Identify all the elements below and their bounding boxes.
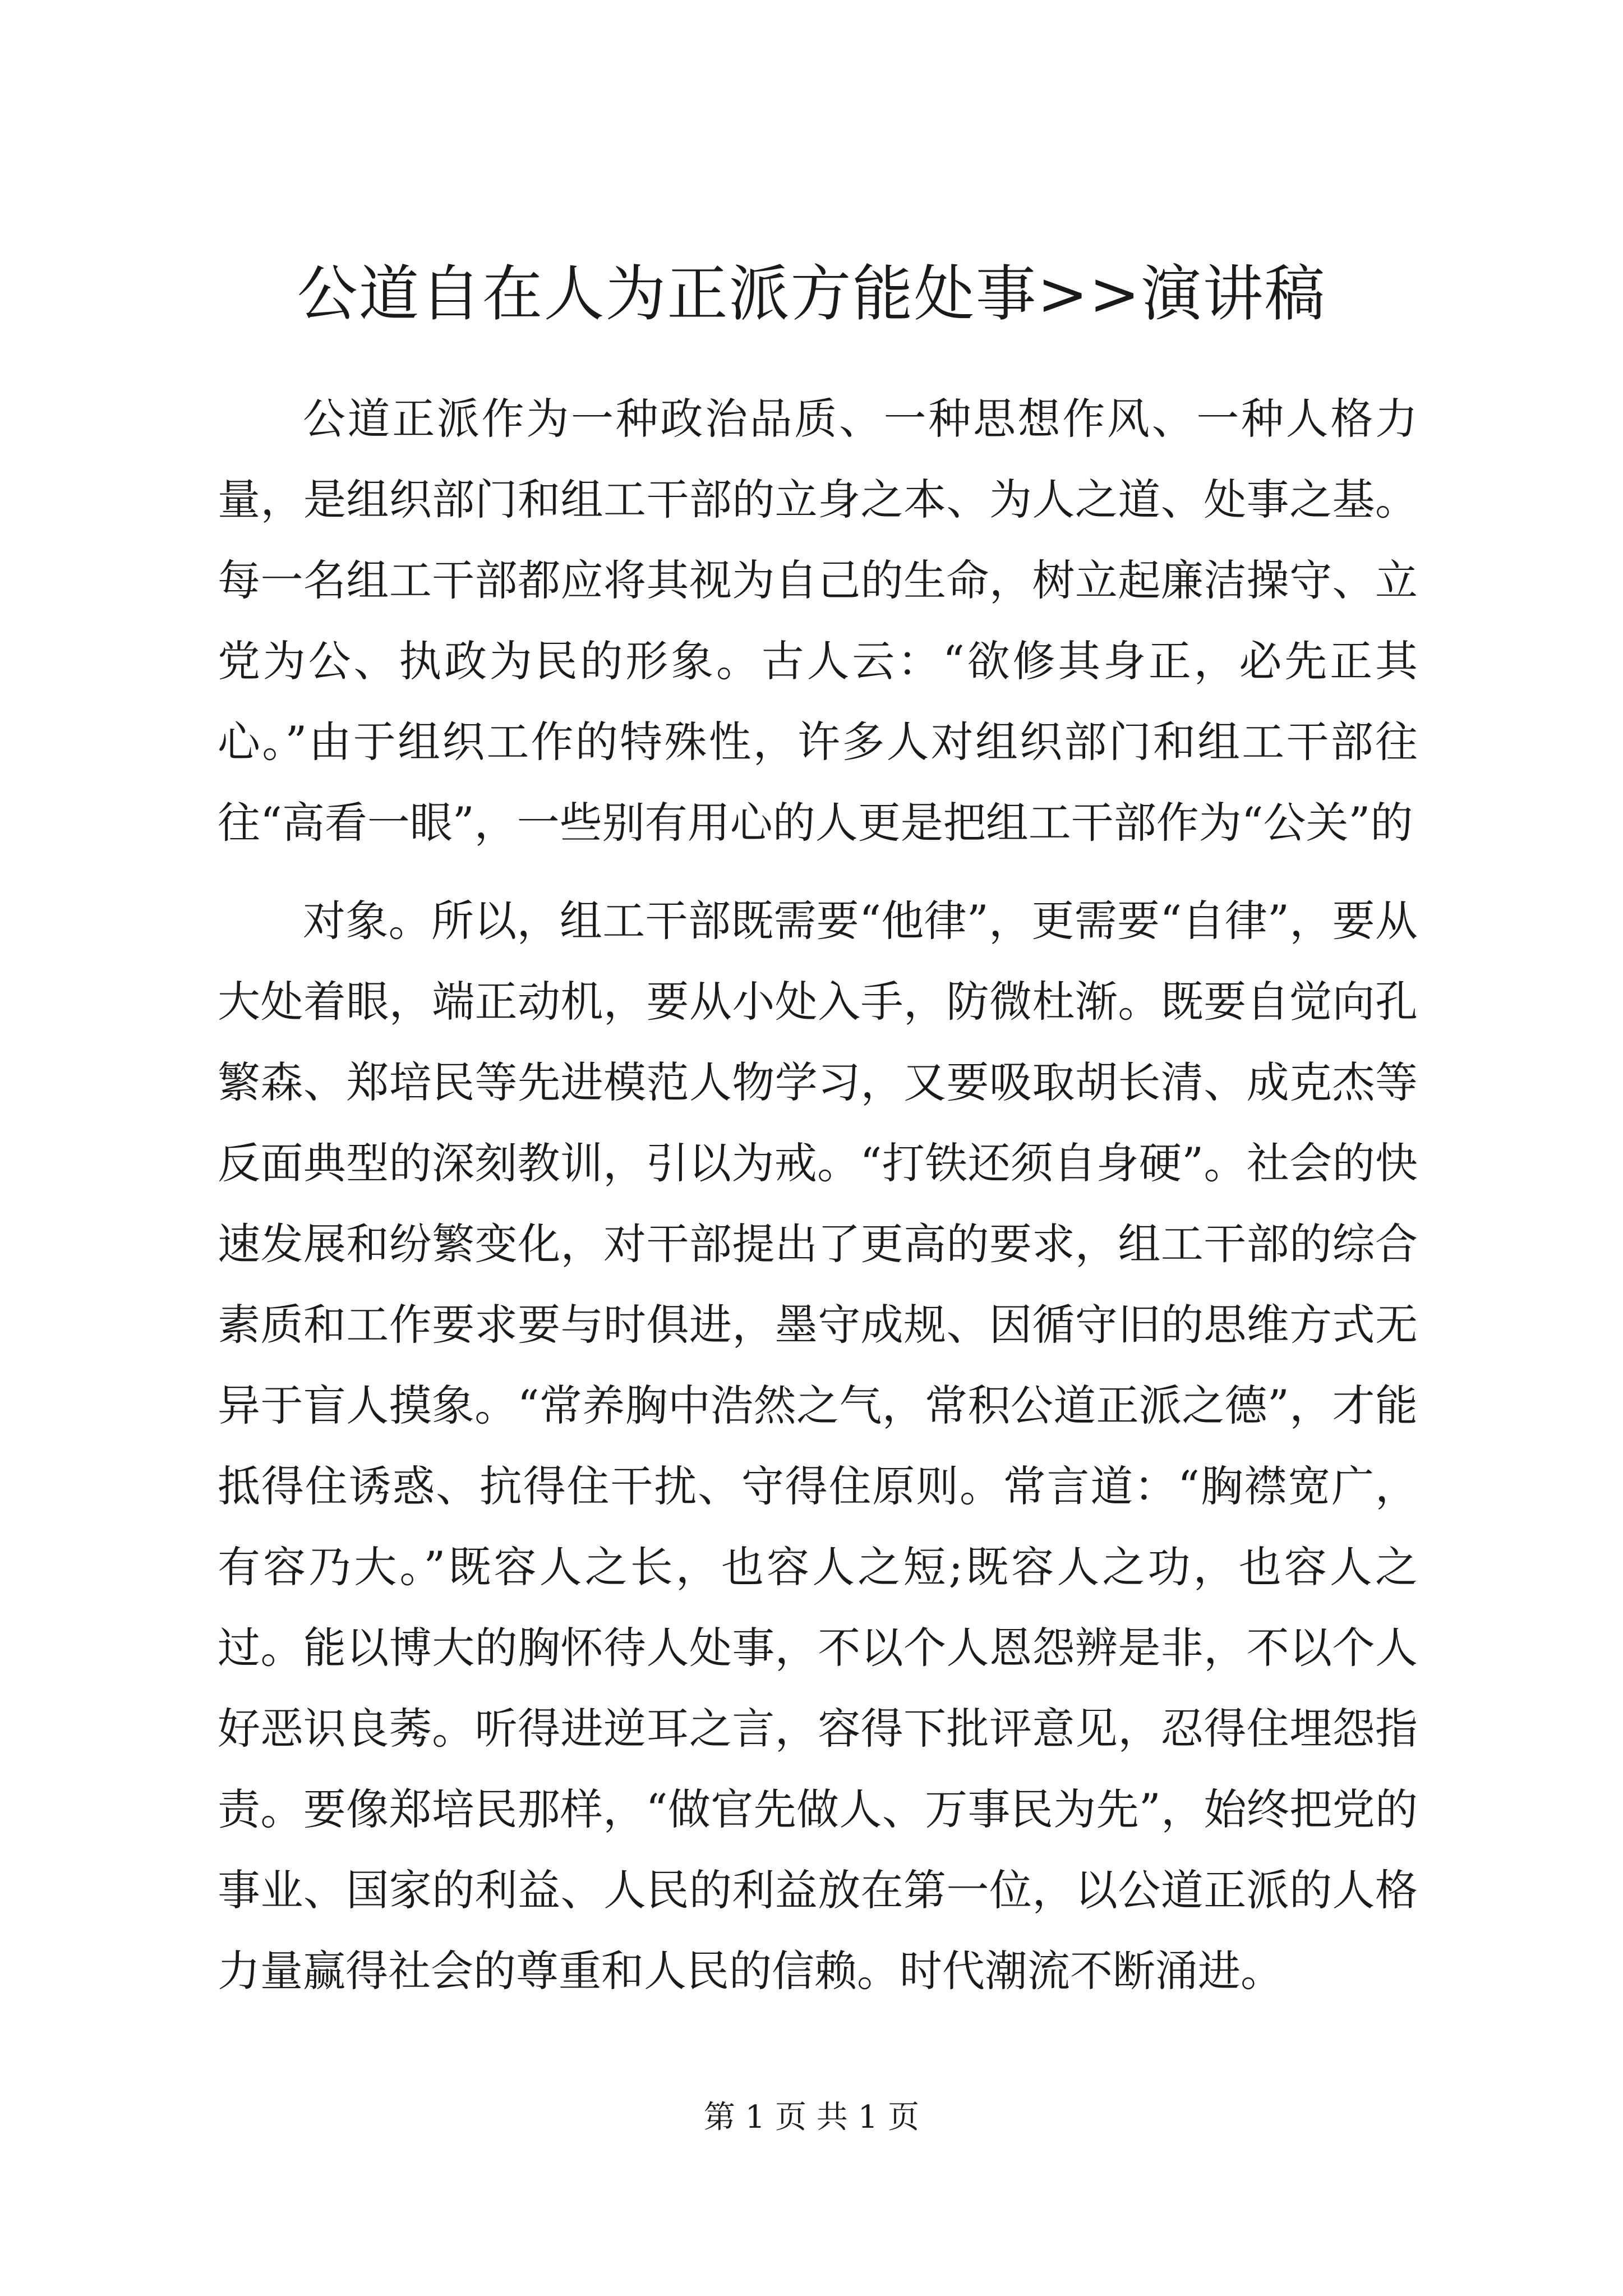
page-footer: 第 1 页 共 1 页	[703, 2099, 920, 2136]
paragraph-2: 对象。所以，组工干部既需要“他律”，更需要“自律”，要从大处着眼，端正动机，要从小处入手，防微杜渐。既要自觉向孔繁森、郑培民等先进模范人物学习，又要吸取胡长清、成克杰等反面典型的深刻教训，引以为戒。“打铁还须自身硬”。社会的快速发展和纷繁变化，对干部提出了更高的要求，组工干部的综合素质和工作要求要与时俱进，墨守成规、因循守旧的思维方式无异于盲人摸象。“常养胸中浩然之气，常积公道正派之德”，才能抵得住诱惑、抗得住干扰、守得住原则。常言道：“胸襟宽广，有容乃大。”既容人之长，也容人之短;既容人之功，也容人之过。能以博大的胸怀待人处事，不以个人恩怨辨是非，不以个人好恶识良莠。听得进逆耳之言，容得下批评意见，忍得住埋怨指责。要像郑培民那样，“做官先做人、万事民为先”，始终把党的事业、国家的利益、人民的利益放在第一位，以公道正派的人格力量赢得社会的尊重和人民的信赖。时代潮流不断涌进。	[218, 896, 1418, 1996]
document-title: 公道自在人为正派方能处事>>演讲稿	[297, 259, 1326, 329]
paragraph-1: 公道正派作为一种政治品质、一种思想作风、一种人格力量，是组织部门和组工干部的立身之本、为人之道、处事之基。每一名组工干部都应将其视为自己的生命，树立起廉洁操守、立党为公、执政为民的形象。古人云：“欲修其身正，必先正其心。”由于组织工作的特殊性，许多人对组织部门和组工干部往往“高看一眼”，一些别有用心的人更是把组工干部作为“公关”的	[218, 394, 1418, 848]
